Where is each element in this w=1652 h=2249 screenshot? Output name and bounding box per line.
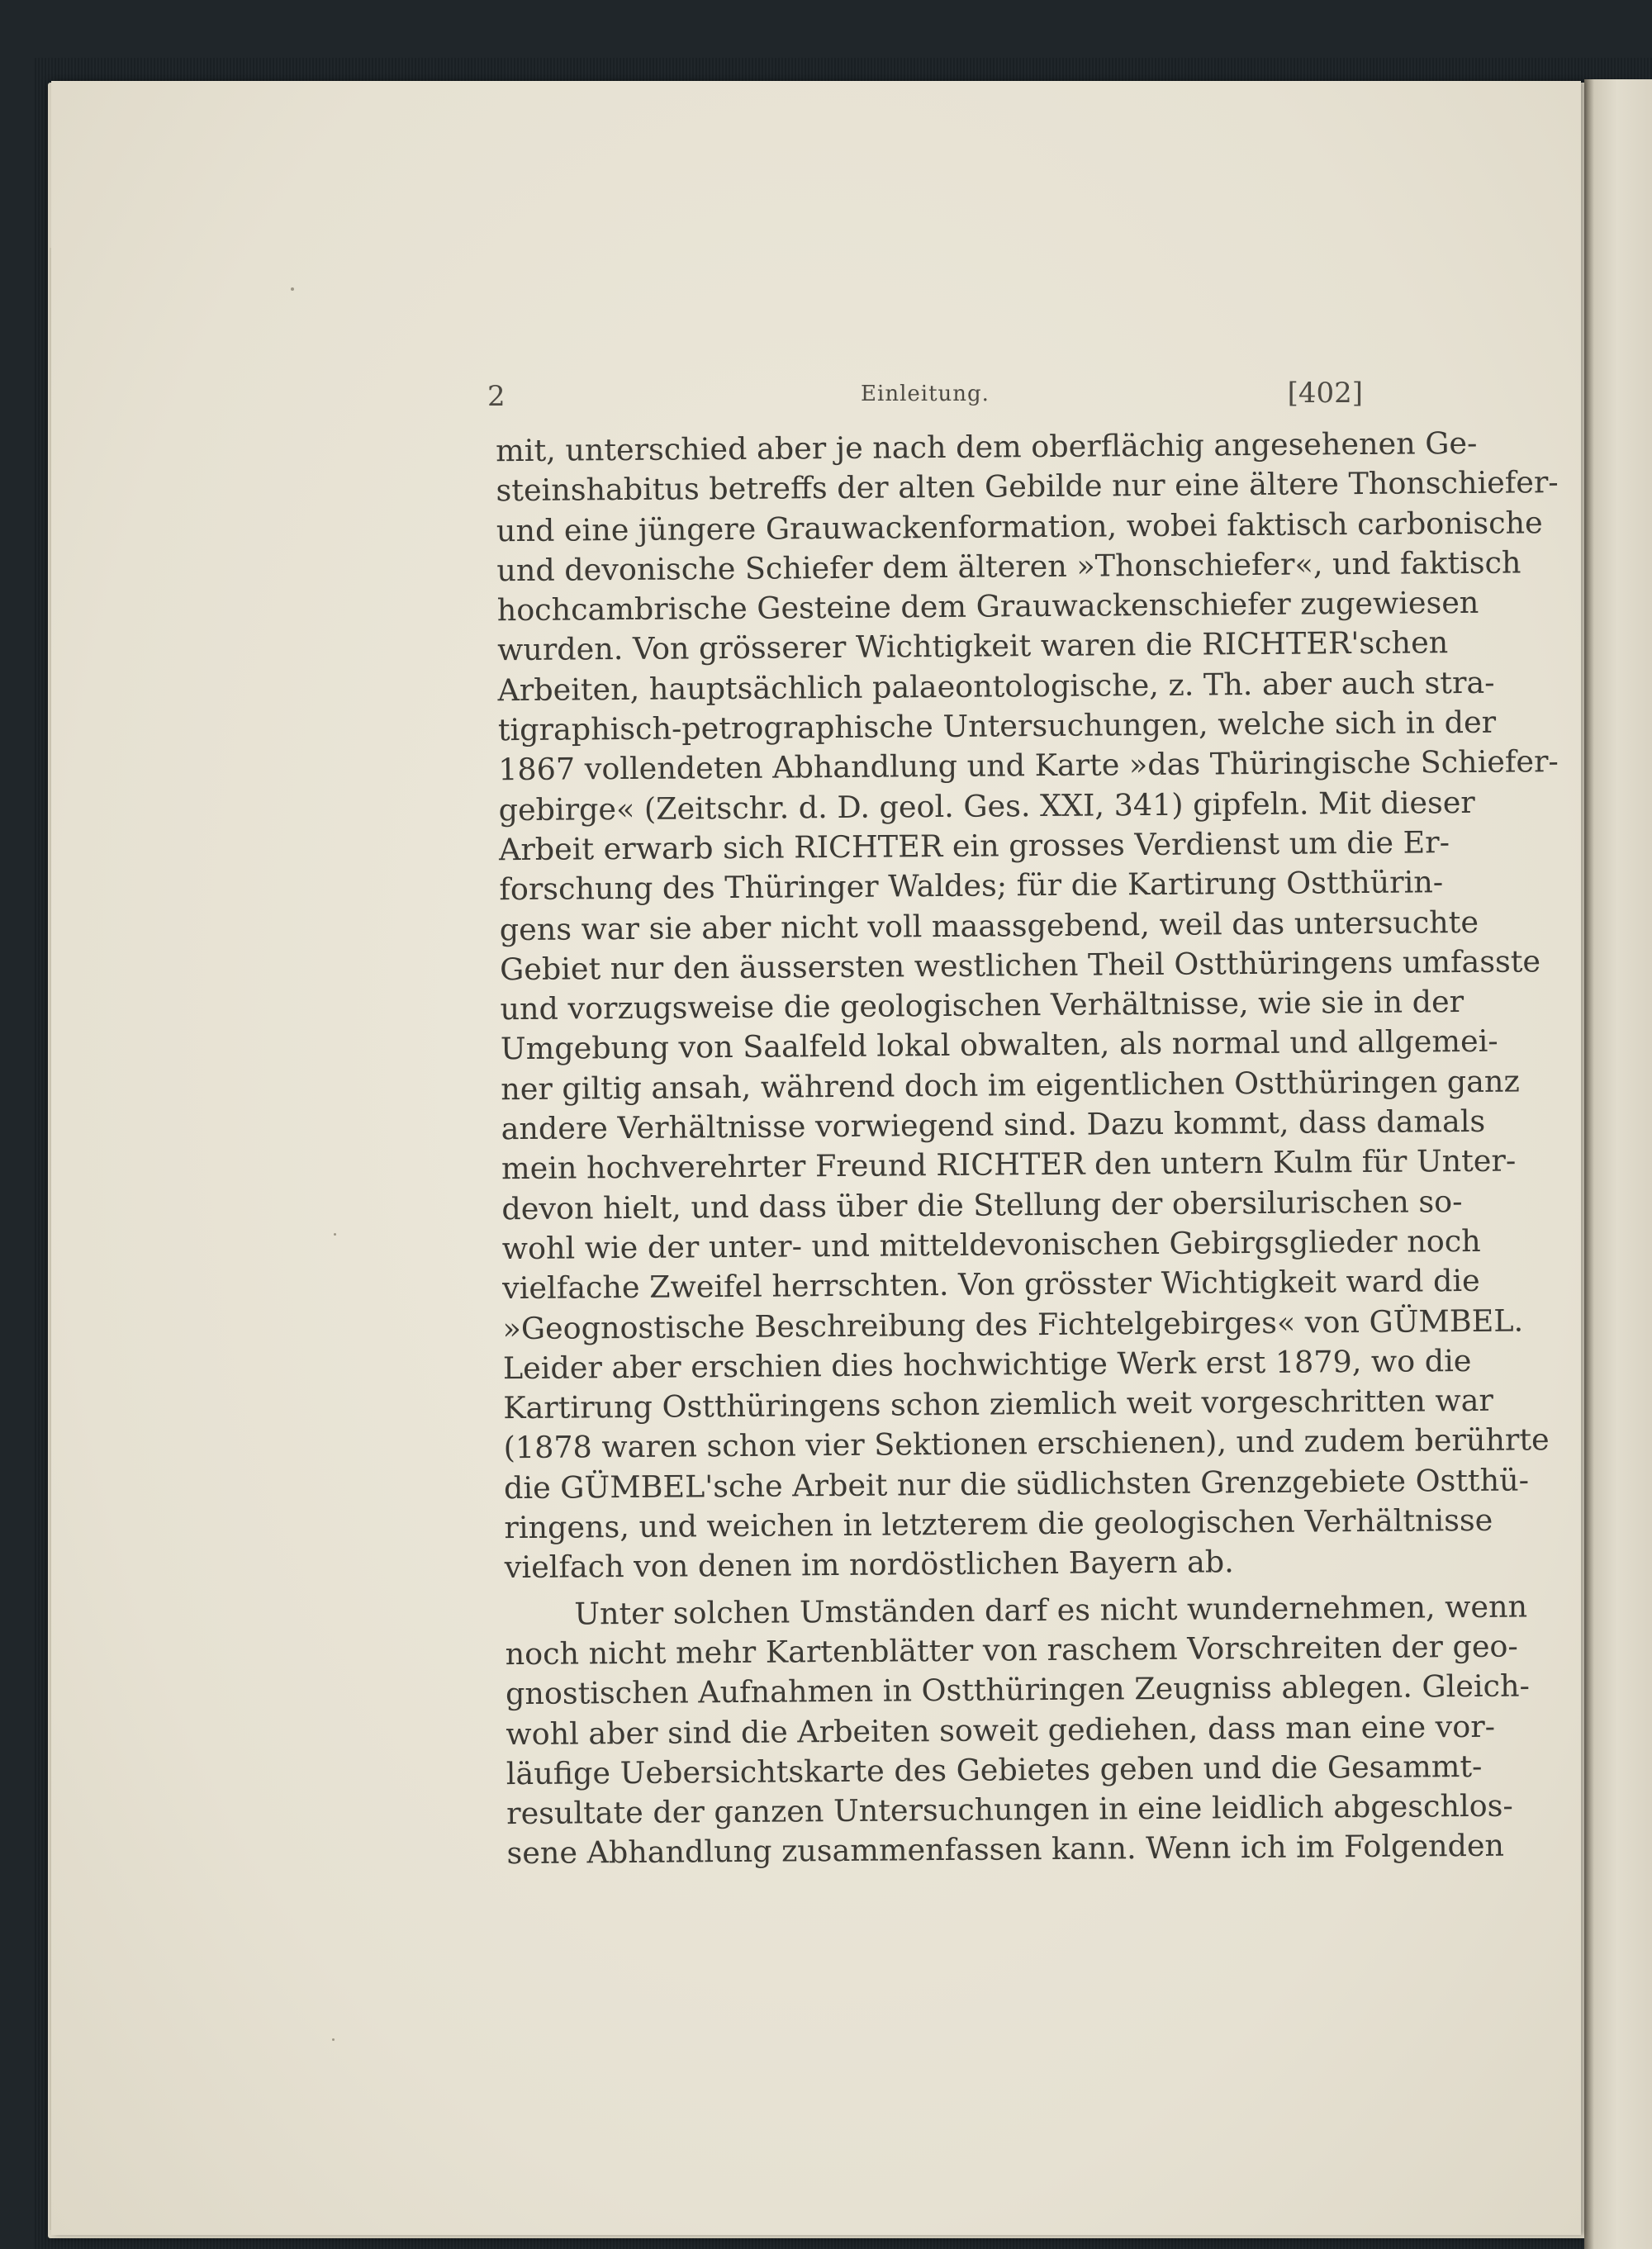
text-line: Arbeit erwarb sich RICHTER ein grosses Verdienst um die Er- bbox=[498, 824, 1450, 868]
text-line: Leider aber erschien dies hochwichtige Werk erst 1879, wo die bbox=[502, 1342, 1472, 1387]
text-line: die GÜMBEL'sche Arbeit nur die südlichsten Grenzgebiete Ostthü- bbox=[503, 1462, 1530, 1506]
text-line: vielfach von denen im nordöstlichen Bayern ab. bbox=[504, 1544, 1234, 1586]
text-line: gens war sie aber nicht voll maassgebend, weil das untersuchte bbox=[499, 904, 1479, 947]
text-line: gnostischen Aufnahmen in Ostthüringen Zeugniss ablegen. Gleich- bbox=[505, 1668, 1530, 1712]
text-line: Arbeiten, hauptsächlich palaeontologische, z. Th. aber auch stra- bbox=[497, 664, 1495, 708]
page-number: 2 bbox=[487, 380, 506, 413]
text-line: und eine jüngere Grauwackenformation, wobei faktisch carbonische bbox=[496, 504, 1543, 548]
text-line: Gebiet nur den äussersten westlichen Theil Ostthüringens umfasste bbox=[499, 943, 1541, 988]
text-line: steinshabitus betreffs der alten Gebilde nur eine ältere Thonschiefer- bbox=[496, 464, 1559, 509]
text-line: devon hielt, und dass über die Stellung der obersilurischen so- bbox=[501, 1183, 1463, 1227]
text-line: ringens, und weichen in letzterem die geologischen Verhältnisse bbox=[504, 1502, 1493, 1546]
text-line: läufige Uebersichtskarte des Gebietes geben und die Gesammt- bbox=[506, 1748, 1483, 1791]
text-line: Umgebung von Saalfeld lokal obwalten, als normal und allgemei- bbox=[500, 1023, 1498, 1067]
text-line: und vorzugsweise die geologischen Verhältnisse, wie sie in der bbox=[500, 984, 1464, 1027]
paragraph-indent bbox=[505, 1624, 574, 1625]
text-line: wohl aber sind die Arbeiten soweit gediehen, dass man eine vor- bbox=[506, 1708, 1496, 1752]
body-text bbox=[496, 425, 1559, 1874]
text-line: noch nicht mehr Kartenblätter von raschem Vorschreiten der geo- bbox=[505, 1628, 1518, 1673]
text-line: und devonische Schiefer dem älteren »Thonschiefer«, und faktisch bbox=[496, 544, 1521, 589]
page-reference: [402] bbox=[1287, 377, 1363, 410]
paper-speck bbox=[332, 2038, 335, 2041]
text-line: wurden. Von grösserer Wichtigkeit waren die RICHTER'schen bbox=[496, 624, 1449, 668]
text-line: 1867 vollendeten Abhandlung und Karte »das Thüringische Schiefer- bbox=[498, 743, 1559, 788]
text-line: Unter solchen Umständen darf es nicht wundernehmen, wenn bbox=[574, 1588, 1528, 1632]
text-line-indented bbox=[505, 1587, 1528, 1635]
text-line: resultate der ganzen Untersuchungen in eine leidlich abgeschlos- bbox=[506, 1787, 1513, 1832]
text-line: ner giltig ansah, während doch im eigentlichen Ostthüringen ganz bbox=[501, 1063, 1520, 1107]
paper-speck bbox=[291, 287, 294, 291]
section-title: Einleitung. bbox=[861, 382, 990, 406]
text-line: tigraphisch-petrographische Untersuchungen, welche sich in der bbox=[497, 704, 1497, 748]
paper-speck bbox=[334, 1233, 336, 1236]
text-line: sene Abhandlung zusammenfassen kann. Wenn ich im Folgenden bbox=[506, 1828, 1505, 1872]
facing-page-edge bbox=[1584, 79, 1652, 2249]
text-line: mein hochverehrter Freund RICHTER den untern Kulm für Unter- bbox=[501, 1142, 1517, 1187]
paragraph bbox=[496, 425, 1559, 1588]
text-line: forschung des Thüringer Waldes; für die Kartirung Ostthürin- bbox=[499, 864, 1444, 908]
running-head bbox=[487, 377, 1363, 426]
text-line: andere Verhältnisse vorwiegend sind. Dazu kommt, dass damals bbox=[501, 1103, 1486, 1147]
text-line: hochcambrische Gesteine dem Grauwackenschiefer zugewiesen bbox=[496, 585, 1479, 629]
text-line: Kartirung Ostthüringens schon ziemlich weit vorgeschritten war bbox=[503, 1382, 1494, 1426]
text-line: wohl wie der unter- und mitteldevonischen Gebirgsglieder noch bbox=[501, 1222, 1481, 1267]
text-line: vielfache Zweifel herrschten. Von grösster Wichtigkeit ward die bbox=[501, 1263, 1480, 1307]
text-line: (1878 waren schon vier Sektionen erschienen), und zudem berührte bbox=[503, 1421, 1550, 1466]
paragraph bbox=[505, 1587, 1530, 1874]
text-line: gebirge« (Zeitschr. d. D. geol. Ges. XXI, 341) gipfeln. Mit dieser bbox=[498, 784, 1475, 828]
text-line: mit, unterschied aber je nach dem oberflächig angesehenen Ge- bbox=[496, 425, 1478, 469]
text-line: »Geognostische Beschreibung des Fichtelgebirges« von GÜMBEL. bbox=[502, 1302, 1524, 1346]
